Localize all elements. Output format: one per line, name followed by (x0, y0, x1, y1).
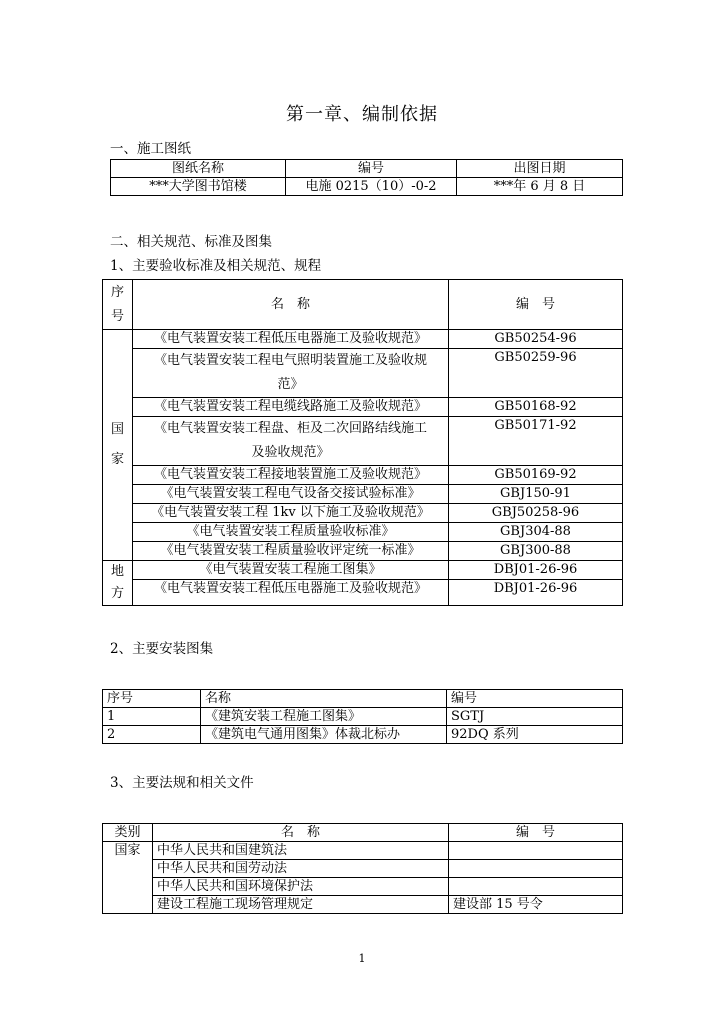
standard-name: 《电气装置安装工程接地装置施工及验收规范》 (133, 466, 449, 485)
table-cell: 中华人民共和国建筑法 (153, 842, 449, 860)
header-cell: 名 称 (153, 824, 449, 842)
standard-name (133, 349, 449, 398)
table-cell: 电施 0215（10）-0-2 (286, 178, 457, 196)
table-cell: 中华人民共和国劳动法 (153, 860, 449, 878)
table-row (111, 178, 623, 196)
standard-name-line1: 《电气装置安装工程盘、柜及二次回路结线施工 (153, 421, 427, 436)
table-row (103, 523, 623, 542)
standard-code: GB50171-92 (449, 417, 623, 466)
standard-code: GBJ304-88 (449, 523, 623, 542)
seq-header-line2: 号 (110, 308, 124, 324)
standard-code: GB50259-96 (449, 349, 623, 398)
table-header-row (111, 160, 623, 178)
header-cell: 出图日期 (457, 160, 623, 178)
standard-code: GBJ300-88 (449, 542, 623, 561)
subsection-heading-atlases: 2、主要安装图集 (110, 641, 214, 657)
standard-name: 《电气装置安装工程质量验收标准》 (133, 523, 449, 542)
standard-name-line1: 《电气装置安装工程电气照明装置施工及验收规 (153, 353, 427, 368)
table-row (103, 485, 623, 504)
header-cell: 类别 (103, 824, 153, 842)
group-local-line1: 地 (110, 564, 124, 579)
table-cell: 1 (103, 708, 201, 726)
table-cell: SGTJ (447, 708, 623, 726)
table-cell: 《建筑电气通用图集》体裁北标办 (201, 726, 447, 744)
table-header-row (103, 690, 623, 708)
table-cell: 建设工程施工现场管理规定 (153, 896, 449, 914)
table-row (103, 466, 623, 485)
standard-name: 《电气装置安装工程电缆线路施工及验收规范》 (133, 398, 449, 417)
table-row (103, 561, 623, 580)
header-cell: 编 号 (449, 824, 623, 842)
group-cell-national (103, 330, 133, 561)
header-cell-code: 编 号 (449, 280, 623, 330)
table-cell (449, 842, 623, 860)
header-cell-name: 名 称 (133, 280, 449, 330)
table-cell: 2 (103, 726, 201, 744)
standard-name (133, 417, 449, 466)
table-row (103, 842, 623, 860)
table-row (103, 580, 623, 606)
section-heading-standards: 二、相关规范、标准及图集 (110, 234, 272, 250)
group-local-line2: 方 (110, 586, 124, 601)
table-row (103, 878, 623, 896)
standard-name: 《电气装置安装工程电气设备交接试验标准》 (133, 485, 449, 504)
header-cell: 编号 (286, 160, 457, 178)
atlas-table (102, 689, 623, 744)
drawings-table (110, 159, 623, 196)
header-cell-seq (103, 280, 133, 330)
table-cell: 建设部 15 号令 (449, 896, 623, 914)
table-cell: 92DQ 系列 (447, 726, 623, 744)
standard-name-line2: 及验收规范》 (251, 445, 330, 460)
standards-table (102, 279, 623, 606)
table-cell: ***大学图书馆楼 (111, 178, 286, 196)
page-number: 1 (358, 952, 366, 965)
table-row (103, 330, 623, 349)
table-row (103, 504, 623, 523)
standard-name-line2: 范》 (277, 377, 304, 392)
subsection-heading-regulations: 3、主要法规和相关文件 (110, 775, 254, 791)
standard-code: GBJ150-91 (449, 485, 623, 504)
table-row (103, 349, 623, 398)
table-cell: ***年 6 月 8 日 (457, 178, 623, 196)
standard-code: GB50168-92 (449, 398, 623, 417)
standard-code: GBJ50258-96 (449, 504, 623, 523)
header-cell: 序号 (103, 690, 201, 708)
table-row (103, 896, 623, 914)
table-row (103, 398, 623, 417)
standard-name: 《电气装置安装工程施工图集》 (133, 561, 449, 580)
table-row (103, 417, 623, 466)
standard-code: GB50169-92 (449, 466, 623, 485)
header-cell: 图纸名称 (111, 160, 286, 178)
standard-code: DBJ01-26-96 (449, 580, 623, 606)
standard-name: 《电气装置安装工程低压电器施工及验收规范》 (133, 580, 449, 606)
header-cell: 名称 (201, 690, 447, 708)
table-row (103, 542, 623, 561)
table-cell: 《建筑安装工程施工图集》 (201, 708, 447, 726)
table-row (103, 860, 623, 878)
table-header-row (103, 824, 623, 842)
group-cell-local (103, 561, 133, 606)
table-cell: 中华人民共和国环境保护法 (153, 878, 449, 896)
section-heading-drawings: 一、施工图纸 (110, 141, 191, 157)
table-cell (449, 860, 623, 878)
standard-name: 《电气装置安装工程质量验收评定统一标准》 (133, 542, 449, 561)
table-header-row (103, 280, 623, 330)
table-row (103, 708, 623, 726)
table-cell (449, 878, 623, 896)
standard-name: 《电气装置安装工程低压电器施工及验收规范》 (133, 330, 449, 349)
page-title: 第一章、编制依据 (286, 104, 438, 125)
seq-header-line1: 序 (110, 284, 124, 300)
group-national-line2: 家 (110, 452, 124, 467)
standard-code: DBJ01-26-96 (449, 561, 623, 580)
standard-name: 《电气装置安装工程 1kv 以下施工及验收规范》 (133, 504, 449, 523)
subsection-heading-acceptance: 1、主要验收标准及相关规范、规程 (110, 258, 322, 274)
regulations-table (102, 823, 623, 914)
category-cell: 国家 (103, 842, 153, 914)
header-cell: 编号 (447, 690, 623, 708)
standard-code: GB50254-96 (449, 330, 623, 349)
table-row (103, 726, 623, 744)
group-national-line1: 国 (110, 422, 124, 437)
